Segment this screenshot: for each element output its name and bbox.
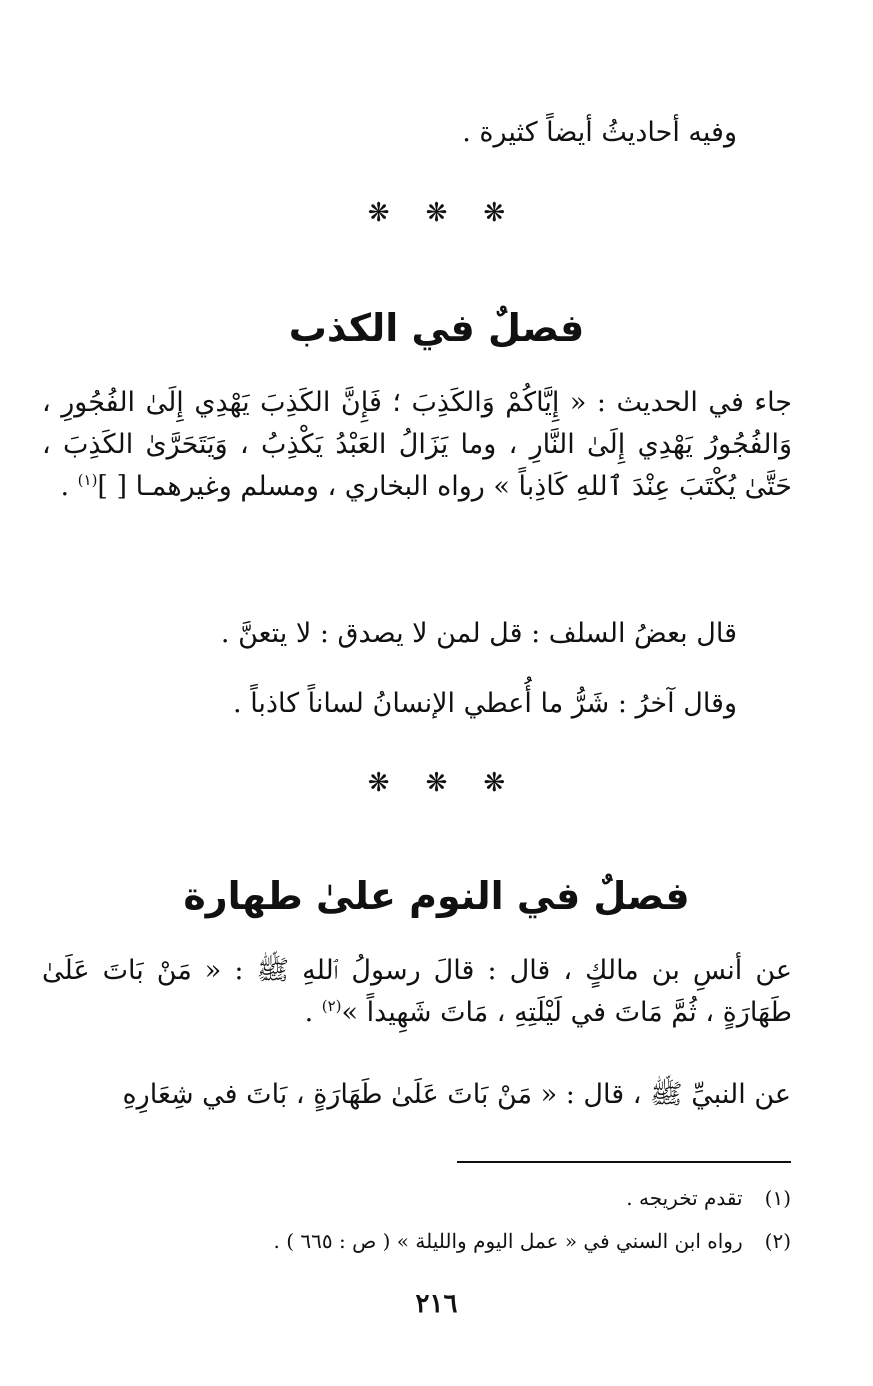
salaf-quote: قال بعضُ السلف : قل لمن لا يصدق : لا يتعنَّ . xyxy=(220,618,737,649)
section-title-sleeping-purity: فصلٌ في النوم علىٰ طهارة xyxy=(183,874,690,918)
section-divider xyxy=(0,768,873,798)
section-title-lying: فصلٌ في الكذب xyxy=(288,306,585,350)
anas-hadith-paragraph xyxy=(42,950,792,1034)
footnote-number: (١) xyxy=(764,1186,791,1210)
footnote-ref-1: (١) xyxy=(77,471,98,489)
footnote-text: رواه ابن السني في « عمل اليوم والليلة » ( ص : ٦٦٥ ) . xyxy=(273,1229,743,1253)
page-number: ٢١٦ xyxy=(415,1289,458,1319)
divider-star: ❋ xyxy=(367,768,390,798)
hadith-end: . xyxy=(60,471,78,502)
section-divider xyxy=(0,198,873,228)
anas-hadith-end: . xyxy=(304,997,322,1028)
footnote-number: (٢) xyxy=(764,1229,791,1253)
anas-hadith-text: عن أنسِ بن مالكٍ ، قال : قالَ رسولُ ٱللهِ ﷺ : « مَنْ بَاتَ عَلَىٰ طَهَارَةٍ ، ثُمَّ مَاتَ في لَيْلَتِهِ ، مَاتَ شَهِيداً » xyxy=(42,955,792,1028)
prophet-hadith-line: عن النبيِّ ﷺ ، قال : « مَنْ بَاتَ عَلَىٰ طَهَارَةٍ ، بَاتَ في شِعَارِهِ xyxy=(122,1079,791,1110)
divider-star: ❋ xyxy=(483,768,506,798)
footnote-1 xyxy=(626,1183,791,1213)
footnote-2 xyxy=(274,1226,791,1256)
divider-star: ❋ xyxy=(425,768,448,798)
footnote-separator xyxy=(457,1161,791,1163)
footnote-text: تقدم تخريجه . xyxy=(626,1186,743,1210)
divider-star: ❋ xyxy=(483,198,506,228)
footnote-ref-2: (٢) xyxy=(321,997,342,1015)
divider-star: ❋ xyxy=(367,198,390,228)
another-quote: وقال آخرُ : شَرُّ ما أُعطي الإنسانُ لساناً كاذباً . xyxy=(233,688,737,719)
divider-star: ❋ xyxy=(425,198,448,228)
hadith-paragraph-lying xyxy=(42,382,792,508)
intro-line: وفيه أحاديثُ أيضاً كثيرة . xyxy=(462,117,737,148)
hadith-text: جاء في الحديث : « إِيَّاكُمْ وَالكَذِبَ ؛ فَإِنَّ الكَذِبَ يَهْدِي إِلَىٰ الفُجُورِ ، وَالفُجُورُ يَهْدِي إِلَىٰ النَّارِ ، وما يَزَالُ العَبْدُ يَكْذِبُ ، وَيَتَحَرَّىٰ الكَذِبَ ، حَتَّىٰ يُكْتَبَ عِنْدَ ٱللهِ كَاذِباً » رواه البخاري ، ومسلم وغيرهمـا [ ] xyxy=(42,387,792,502)
